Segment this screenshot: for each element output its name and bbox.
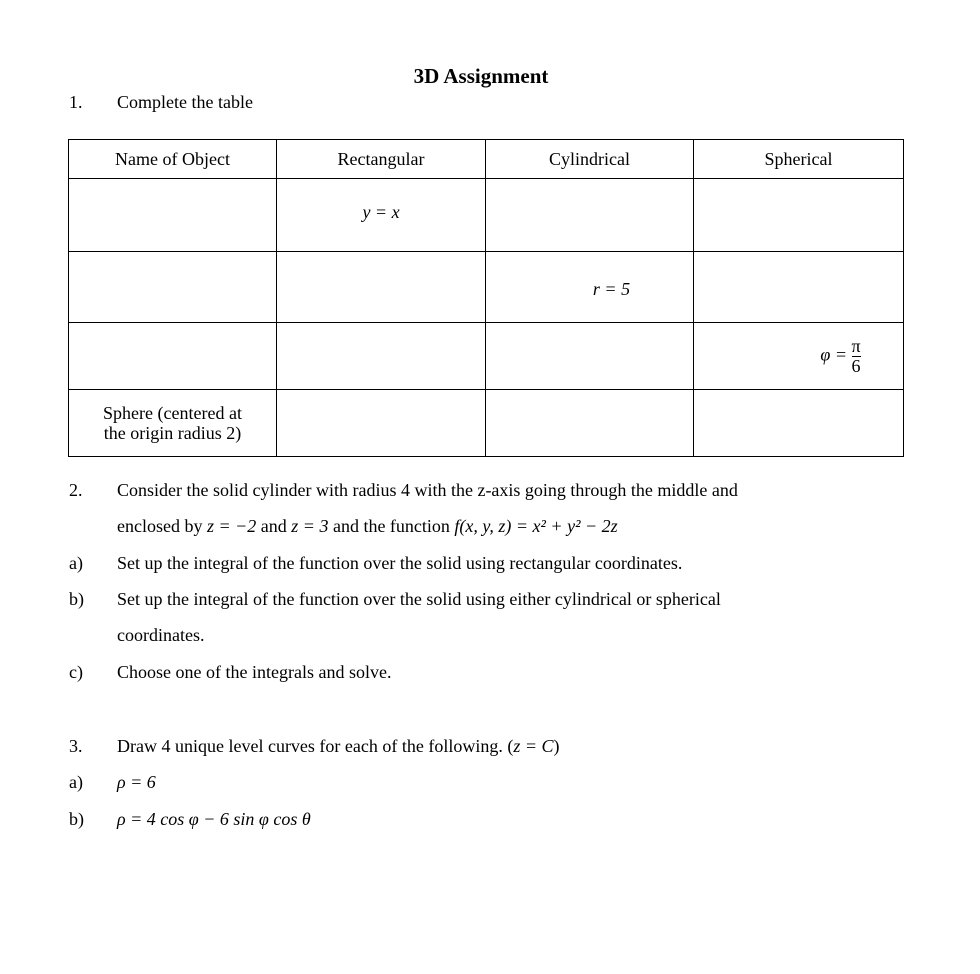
question-text: Complete the table — [117, 92, 253, 112]
phi-label: φ = — [820, 344, 847, 365]
question-2 — [69, 480, 738, 501]
question-2-line-2 — [117, 516, 618, 537]
table-row — [69, 179, 904, 252]
text-run: and the function — [328, 516, 455, 536]
table-cell[interactable] — [694, 252, 904, 323]
header-cylindrical: Cylindrical — [486, 140, 694, 179]
math-z-minus-2: z = −2 — [206, 516, 257, 536]
text-run: enclosed by — [117, 516, 207, 536]
table-cell[interactable] — [694, 179, 904, 252]
table-cell[interactable] — [277, 252, 486, 323]
table-cell[interactable] — [277, 390, 486, 457]
question-number: 1. — [69, 92, 83, 112]
question-2b — [69, 589, 721, 610]
table-cell[interactable] — [486, 323, 694, 390]
table-cell[interactable] — [69, 179, 277, 252]
sub-text: Choose one of the integrals and solve. — [117, 662, 392, 682]
question-3 — [69, 736, 560, 757]
math-z-3: z = 3 — [291, 516, 329, 536]
sub-label: b) — [69, 809, 84, 829]
sub-label: a) — [69, 772, 83, 792]
header-spherical: Spherical — [694, 140, 904, 179]
page-title: 3D Assignment — [413, 64, 549, 88]
table-cell[interactable] — [277, 323, 486, 390]
question-3a — [69, 772, 156, 793]
table-cell[interactable] — [69, 323, 277, 390]
table-cell-sphere — [69, 390, 277, 457]
sub-text: Set up the integral of the function over the solid using rectangular coordinates. — [117, 553, 683, 573]
text-run: and — [256, 516, 292, 536]
table-row — [69, 252, 904, 323]
question-3b — [69, 809, 311, 830]
question-2a — [69, 553, 682, 574]
question-text: Draw 4 unique level curves for each of the following. ( — [117, 736, 514, 756]
math-rho-expression: ρ = 4 cos φ − 6 sin φ cos θ — [117, 809, 311, 829]
sphere-line-1: Sphere (centered at — [103, 403, 242, 423]
sub-label: b) — [69, 589, 84, 609]
table-header-row — [69, 140, 904, 179]
question-2c — [69, 662, 391, 683]
table-cell[interactable] — [486, 179, 694, 252]
table-cell[interactable] — [486, 390, 694, 457]
text-run: ) — [553, 736, 560, 756]
math-z-equals-c: z = C — [513, 736, 554, 756]
question-text: Consider the solid cylinder with radius 4 with the z-axis going through the middle and — [117, 480, 738, 500]
fraction-numerator: π — [851, 335, 861, 356]
table-cell[interactable] — [69, 252, 277, 323]
math-function: f(x, y, z) = x² + y² − 2z — [454, 516, 618, 536]
sphere-line-2: the origin radius 2) — [103, 423, 242, 443]
sub-label: c) — [69, 662, 83, 682]
table-cell-equation: r = 5 — [486, 252, 694, 323]
table-cell-equation — [694, 323, 904, 390]
question-number: 3. — [69, 736, 83, 756]
question-number: 2. — [69, 480, 83, 500]
question-1 — [69, 92, 253, 113]
fraction-denominator: 6 — [851, 355, 861, 376]
math-rho-6: ρ = 6 — [117, 772, 156, 792]
table-cell-equation: y = x — [277, 179, 486, 252]
table-cell[interactable] — [694, 390, 904, 457]
header-name-of-object: Name of Object — [69, 140, 277, 179]
sub-label: a) — [69, 553, 83, 573]
coordinates-table — [68, 139, 904, 457]
sub-text: Set up the integral of the function over the solid using either cylindrical or spherical — [117, 589, 721, 609]
table-row — [69, 323, 904, 390]
question-2b-line-2: coordinates. — [117, 625, 205, 645]
header-rectangular: Rectangular — [277, 140, 486, 179]
pi-over-six-fraction — [852, 337, 861, 376]
table-row — [69, 390, 904, 457]
